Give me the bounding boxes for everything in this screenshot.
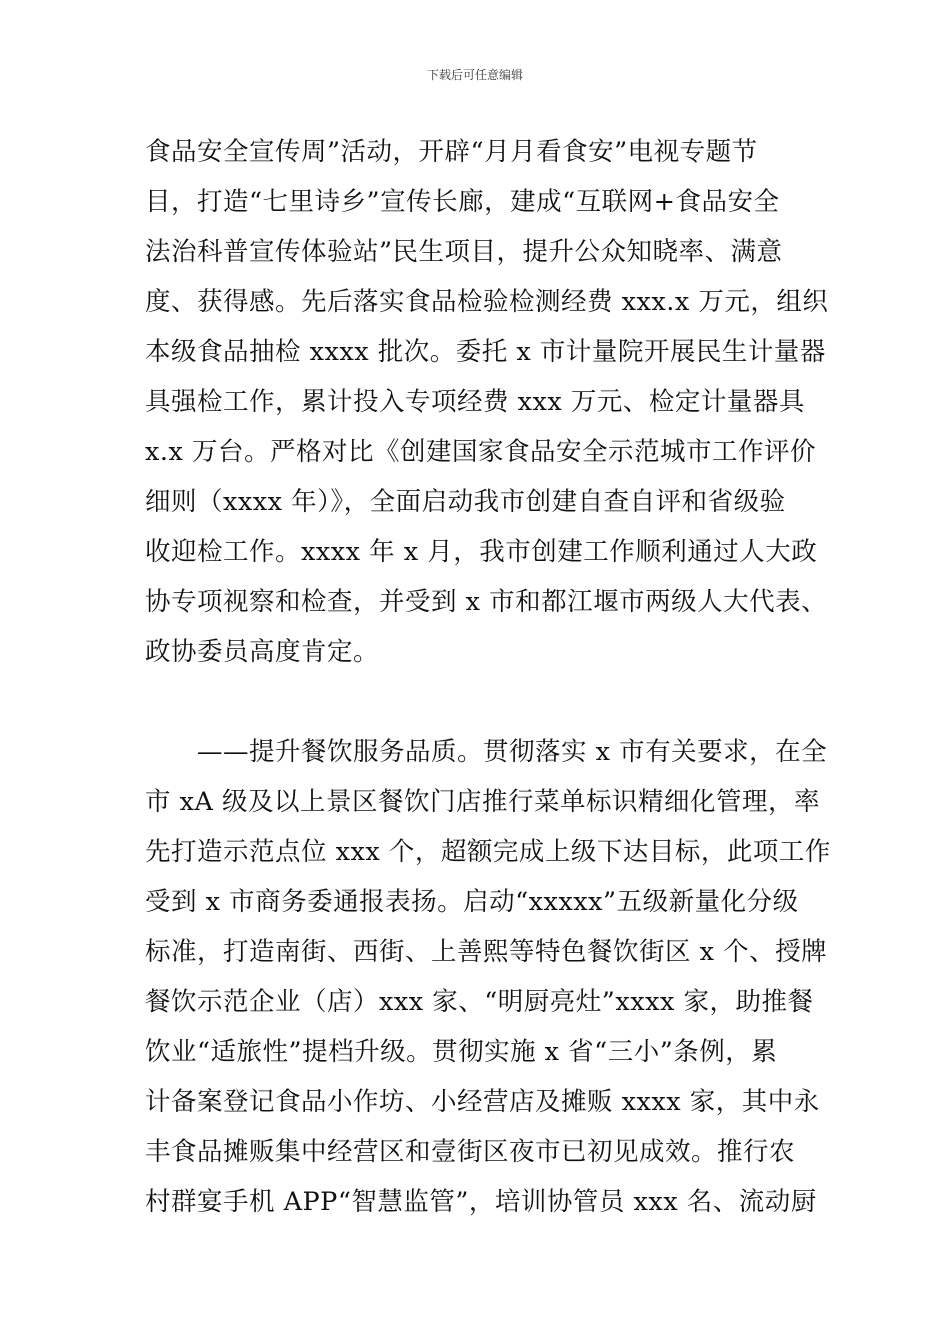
text-line: 餐饮示范企业（店）xxx 家、“明厨亮灶”xxxx 家，助推餐 [145, 987, 814, 1017]
text-line: 法治科普宣传体验站”民生项目，提升公众知晓率、满意 [145, 237, 783, 267]
text-line: 政协委员高度肯定。 [145, 637, 380, 667]
text-line: ——提升餐饮服务品质。贯彻落实 x 市有关要求，在全 [145, 737, 828, 767]
text-line: 协专项视察和检查，并受到 x 市和都江堰市两级人大代表、 [145, 587, 828, 617]
text-line: 受到 x 市商务委通报表扬。启动“xxxxx”五级新量化分级 [145, 887, 799, 917]
text-line: 收迎检工作。xxxx 年 x 月，我市创建工作顺利通过人大政 [145, 537, 818, 567]
paragraph-1 [145, 127, 829, 677]
text-line: 标准，打造南街、西街、上善熙等特色餐饮街区 x 个、授牌 [145, 937, 828, 967]
text-line: 村群宴手机 APP“智慧监管”，培训协管员 xxx 名、流动厨 [145, 1187, 817, 1217]
text-line: 目，打造“七里诗乡”宣传长廊，建成“互联网+食品安全 [145, 187, 780, 217]
text-line: 度、获得感。先后落实食品检验检测经费 xxx.x 万元，组织 [145, 287, 829, 317]
paragraph-2 [145, 727, 831, 1227]
text-line: 具强检工作，累计投入专项经费 xxx 万元、检定计量器具 [145, 387, 805, 417]
text-line: 饮业“适旅性”提档升级。贯彻实施 x 省“三小”条例，累 [145, 1037, 778, 1067]
text-line: 细则（xxxx 年）》，全面启动我市创建自查自评和省级验 [145, 487, 786, 517]
text-line: 本级食品抽检 xxxx 批次。委托 x 市计量院开展民生计量器 [145, 337, 826, 367]
text-line: 计备案登记食品小作坊、小经营店及摊贩 xxxx 家，其中永 [145, 1087, 820, 1117]
text-line: 食品安全宣传周”活动，开辟“月月看食安”电视专题节 [145, 137, 758, 167]
text-line: 市 xA 级及以上景区餐饮门店推行菜单标识精细化管理，率 [145, 787, 821, 817]
text-line: x.x 万台。严格对比《创建国家食品安全示范城市工作评价 [145, 437, 816, 467]
text-line: 丰食品摊贩集中经营区和壹街区夜市已初见成效。推行农 [145, 1137, 796, 1167]
page-header: 下载后可任意编辑 [426, 68, 523, 82]
text-line: 先打造示范点位 xxx 个，超额完成上级下达目标，此项工作 [145, 837, 831, 867]
